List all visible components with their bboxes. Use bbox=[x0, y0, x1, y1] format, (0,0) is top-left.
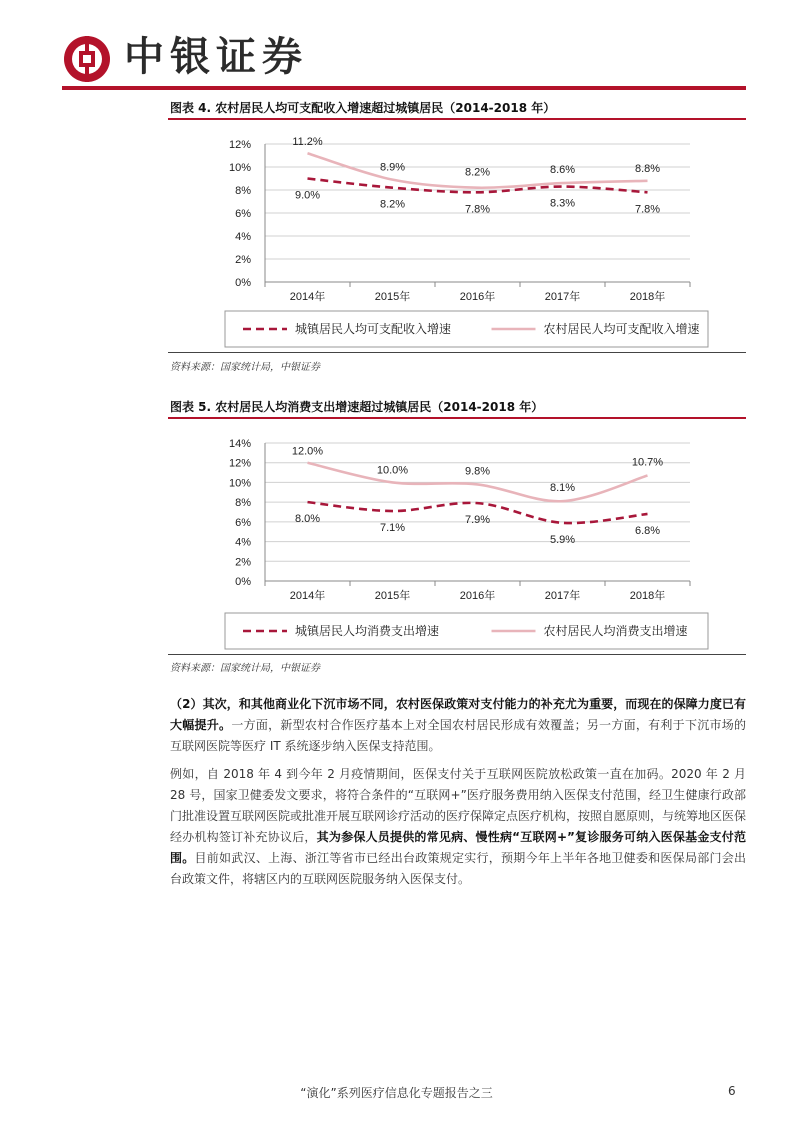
figure5-source: 资料来源：国家统计局，中银证券 bbox=[170, 663, 320, 674]
figure5-title: 图表 5. 农村居民人均消费支出增速超过城镇居民（2014-2018 年） bbox=[170, 400, 544, 414]
figure5-urban-data-label: 5.9% bbox=[549, 533, 576, 546]
figure4-y-tick-label: 8% bbox=[235, 185, 251, 197]
figure5-y-tick-label: 12% bbox=[228, 457, 251, 470]
figure5-y-tick-label: 14% bbox=[228, 438, 251, 450]
paragraph-2 bbox=[170, 764, 746, 890]
figure5-x-tick-label: 2016年 bbox=[459, 590, 496, 602]
page-header bbox=[0, 0, 793, 90]
figure4-rural-data-label: 8.6% bbox=[549, 164, 576, 177]
paragraph-2-end: 目前如武汉、上海、浙江等省市已经出台政策规定实行，预期今年上半年各地卫健委和医保局部门会出台政策文件，将辖区内的互联网医院服务纳入医保支付。 bbox=[170, 851, 746, 886]
figure4-urban-data-label: 8.3% bbox=[549, 197, 576, 210]
figure4-y-tick-label: 6% bbox=[235, 208, 251, 220]
figure5-rural-data-label: 9.8% bbox=[464, 465, 491, 478]
figure5-x-tick-label: 2017年 bbox=[544, 590, 581, 602]
figure5-legend-rural-label: 农村居民人均消费支出增速 bbox=[543, 624, 688, 638]
figure5-bottom-rule bbox=[168, 654, 746, 655]
figure5-urban-data-label: 7.9% bbox=[464, 514, 491, 527]
figure5-rural-data-label: 12.0% bbox=[291, 445, 324, 458]
figure4-legend-rural-label: 农村居民人均可支配收入增速 bbox=[543, 322, 700, 336]
figure4-x-tick-label: 2017年 bbox=[544, 291, 581, 303]
figure4-y-tick-label: 2% bbox=[235, 254, 251, 266]
figure4-x-tick-label: 2014年 bbox=[289, 291, 326, 303]
paragraph-2-start: 例如，自 2018 年 4 到今年 2 月疫情期间，医保支付关于互联网医院放松政策一直在加码。2020 年 2 月 28 号，国家卫健委发文要求，将符合条件的“互联网+”医疗服务费用纳入医保支付范围，经卫生健康行政部门批准设置互联网医院或批准开展互联网诊疗活动的医疗保障定点医疗机构，按照自愿原则，与统筹地区医保经办机构签订补充协议后， bbox=[170, 767, 747, 844]
figure5-rural-data-label: 8.1% bbox=[549, 482, 576, 495]
figure5-y-tick-label: 0% bbox=[235, 576, 251, 588]
figure5-x-tick-label: 2018年 bbox=[629, 590, 666, 602]
figure5-legend-urban-label: 城镇居民人均消费支出增速 bbox=[295, 624, 440, 638]
figure5-urban-data-label: 6.8% bbox=[634, 524, 661, 537]
figure4-top-rule bbox=[168, 118, 746, 120]
figure5-urban-data-label: 7.1% bbox=[379, 522, 406, 535]
figure4-chart bbox=[168, 121, 746, 351]
figure4-y-tick-label: 12% bbox=[228, 139, 251, 151]
figure4-urban-data-label: 9.0% bbox=[294, 189, 321, 202]
figure4-x-tick-label: 2016年 bbox=[459, 291, 496, 303]
paragraph-1-rest: 一方面，新型农村合作医疗基本上对全国农村居民形成有效覆盖；另一方面，有利于下沉市场的互联网医院等医疗 IT 系统逐步纳入医保支持范围。 bbox=[170, 718, 746, 753]
figure4-urban-data-label: 7.8% bbox=[464, 203, 491, 216]
figure5-chart bbox=[168, 420, 746, 653]
figure5-x-tick-label: 2014年 bbox=[289, 590, 326, 602]
figure4-source: 资料来源：国家统计局，中银证券 bbox=[170, 362, 320, 373]
figure5-top-rule bbox=[168, 417, 746, 419]
footer-report-title: “演化”系列医疗信息化专题报告之三 bbox=[300, 1086, 493, 1100]
figure4-legend-urban-label: 城镇居民人均可支配收入增速 bbox=[295, 322, 452, 336]
figure5-urban-data-label: 8.0% bbox=[294, 513, 321, 526]
figure4-y-tick-label: 4% bbox=[235, 231, 251, 243]
figure4-x-tick-label: 2018年 bbox=[629, 291, 666, 303]
brand-name: 中银证券 bbox=[124, 33, 308, 80]
paragraph-1-bold: （2）其次，和其他商业化下沉市场不同，农村医保政策对支付能力的补充尤为重要，而现在的保障力度已有大幅提升。 bbox=[170, 697, 746, 732]
paragraph-1 bbox=[170, 694, 746, 757]
figure4-bottom-rule bbox=[168, 352, 746, 353]
figure4-urban-data-label: 8.2% bbox=[379, 198, 406, 211]
figure5-y-tick-label: 10% bbox=[228, 477, 251, 490]
figure5-chart-svg bbox=[168, 420, 746, 653]
figure4-urban-data-label: 7.8% bbox=[634, 203, 661, 216]
figure4-rural-data-label: 8.2% bbox=[464, 166, 491, 179]
paragraph-2-bold: 其为参保人员提供的常见病、慢性病“互联网+”复诊服务可纳入医保基金支付范围。 bbox=[170, 830, 746, 865]
figure5-y-tick-label: 8% bbox=[235, 497, 251, 510]
bank-of-china-logo-icon bbox=[64, 36, 110, 82]
figure5-rural-data-label: 10.0% bbox=[376, 464, 409, 477]
header-rule bbox=[62, 86, 746, 90]
figure4-rural-data-label: 11.2% bbox=[292, 136, 323, 149]
figure5-y-tick-label: 2% bbox=[235, 556, 251, 569]
figure4-y-tick-label: 0% bbox=[235, 277, 251, 289]
figure5-rural-data-label: 10.7% bbox=[631, 456, 664, 469]
figure4-rural-data-label: 8.9% bbox=[379, 161, 406, 174]
figure4-x-tick-label: 2015年 bbox=[374, 291, 411, 303]
figure5-x-tick-label: 2015年 bbox=[374, 590, 411, 602]
figure4-title: 图表 4. 农村居民人均可支配收入增速超过城镇居民（2014-2018 年） bbox=[170, 101, 556, 115]
figure4-y-tick-label: 10% bbox=[228, 162, 251, 174]
figure4-chart-svg bbox=[168, 121, 746, 351]
figure4-rural-data-label: 8.8% bbox=[634, 162, 661, 175]
page-number: 6 bbox=[728, 1084, 736, 1098]
figure5-y-tick-label: 4% bbox=[235, 536, 251, 549]
figure5-y-tick-label: 6% bbox=[235, 516, 251, 529]
